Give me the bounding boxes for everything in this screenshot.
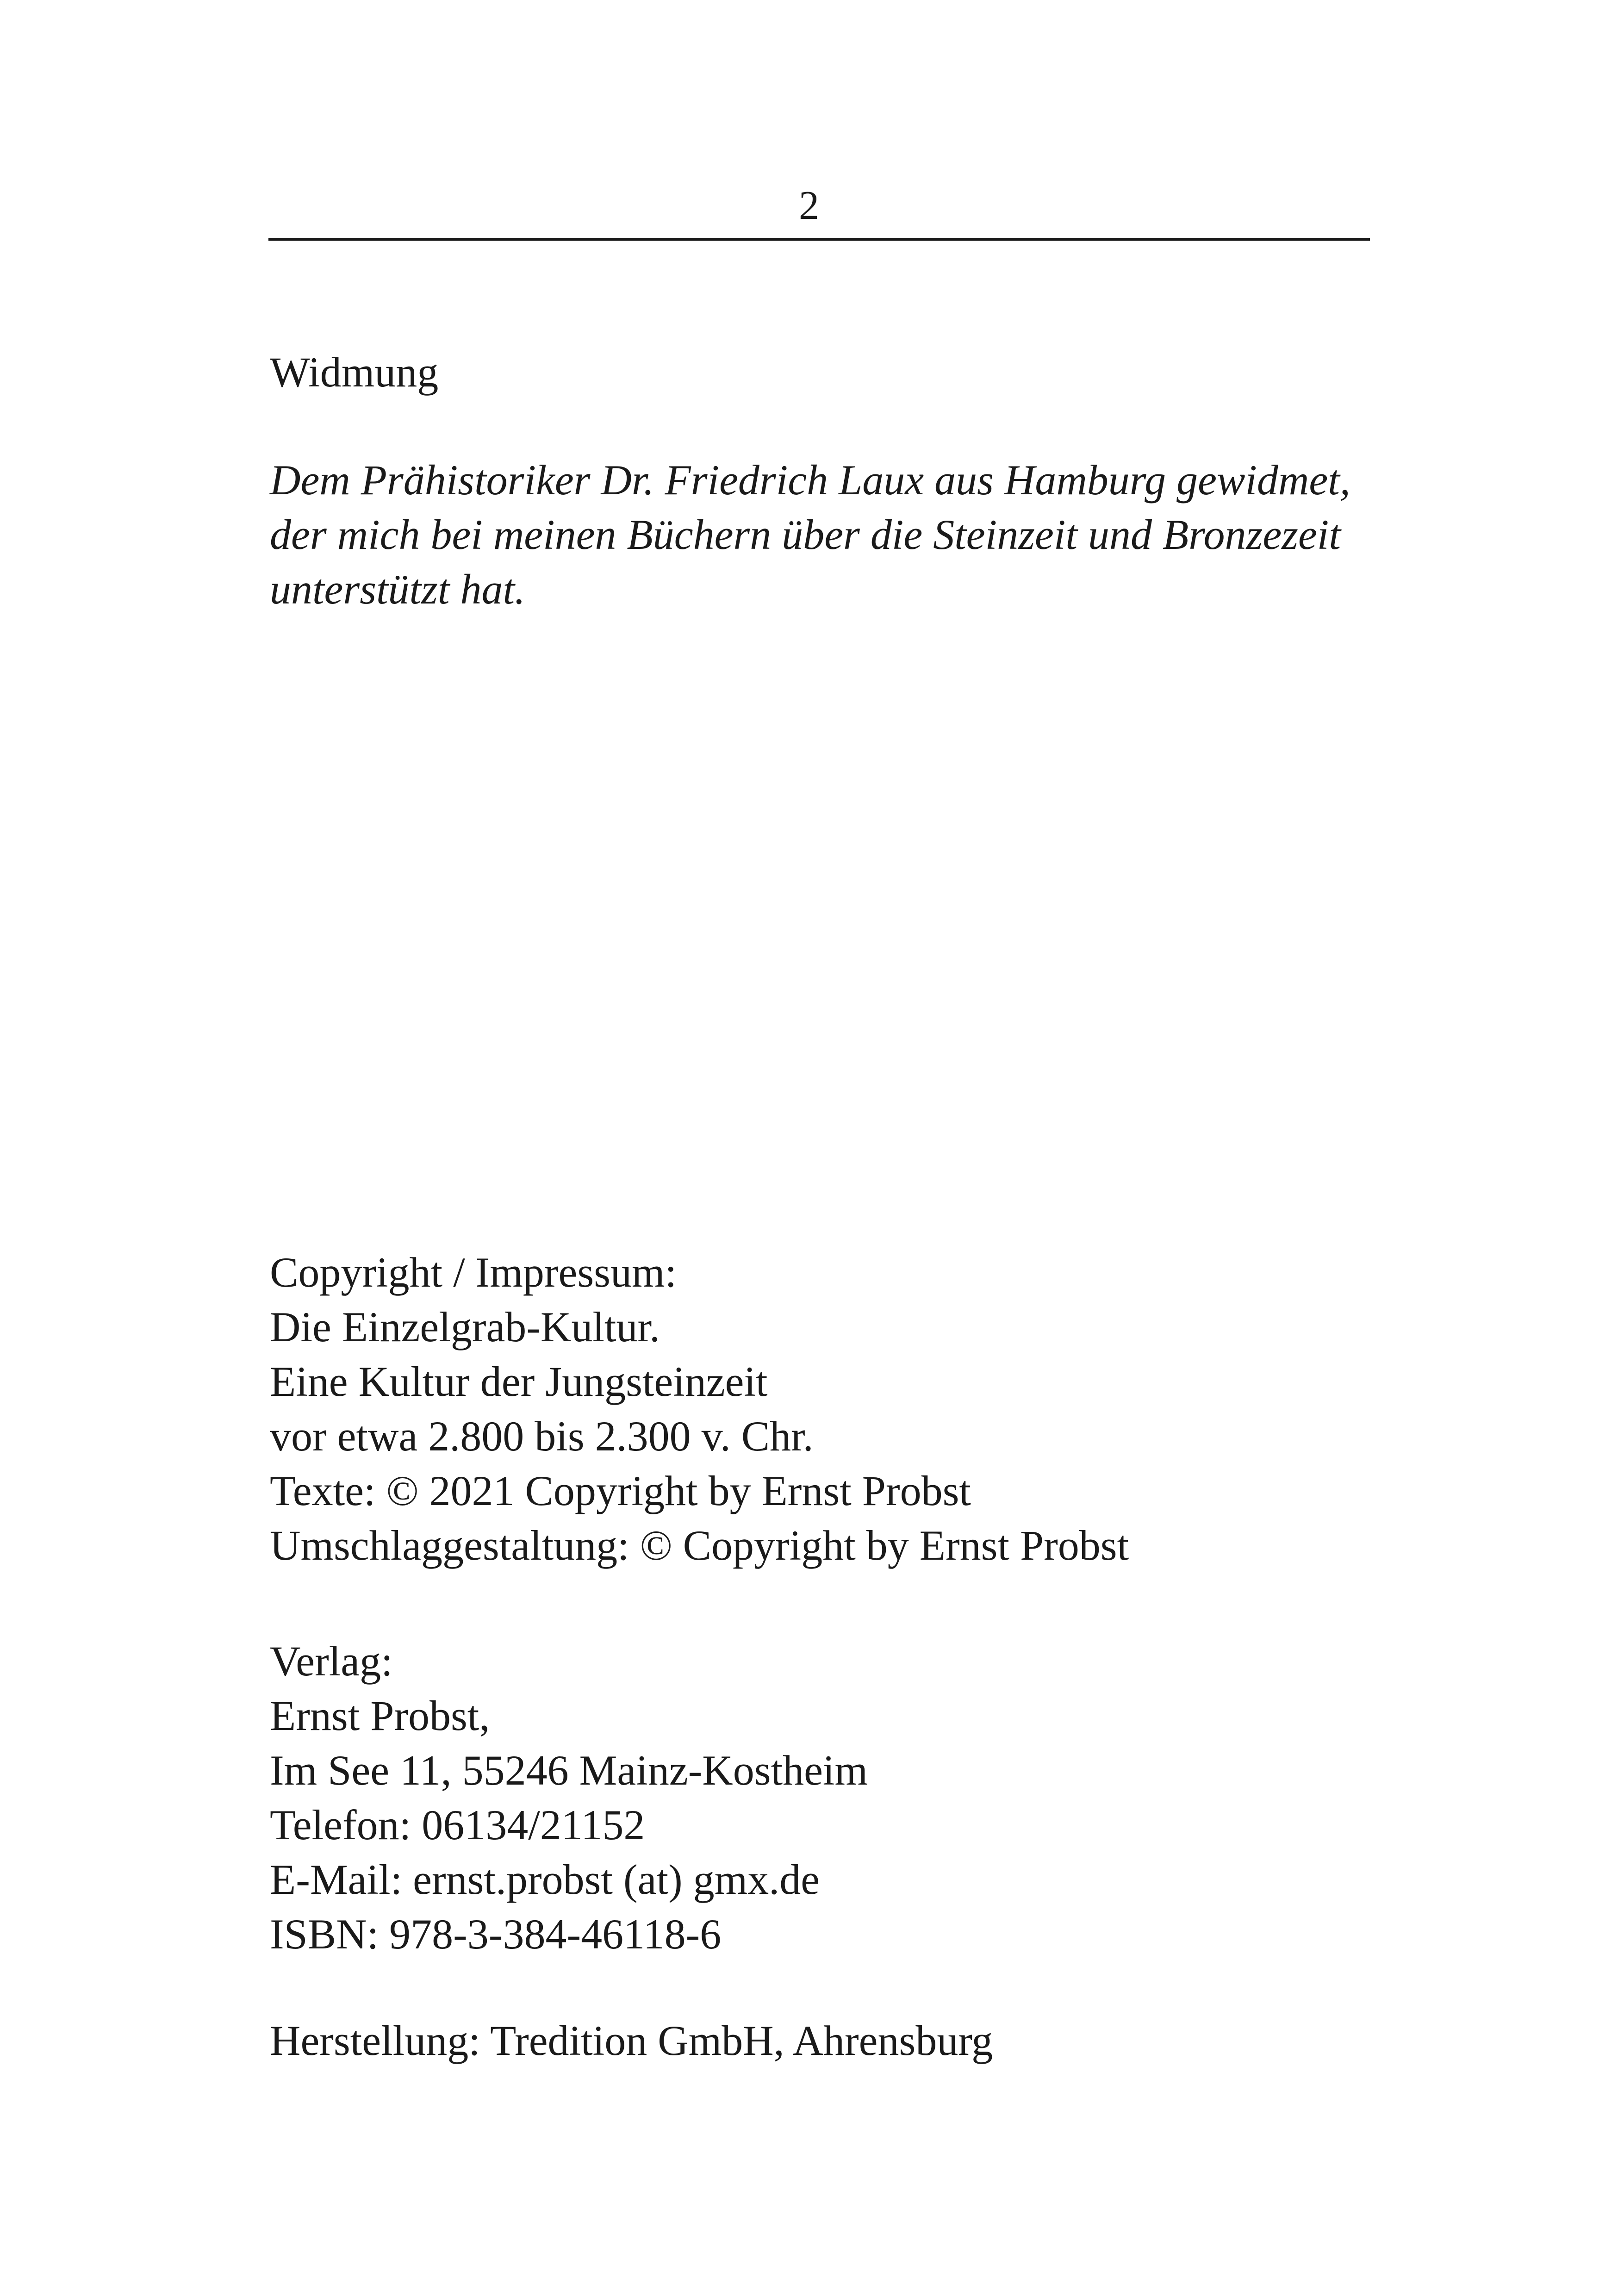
- copyright-line: vor etwa 2.800 bis 2.300 v. Chr.: [270, 1412, 814, 1460]
- header-rule: [268, 238, 1370, 241]
- publisher-line: E-Mail: ernst.probst (at) gmx.de: [270, 1856, 820, 1903]
- copyright-line: Die Einzelgrab-Kultur.: [270, 1303, 660, 1350]
- dedication-line: unterstützt hat.: [270, 566, 526, 613]
- copyright-line: Umschlaggestaltung: © Copyright by Ernst Probst: [270, 1522, 1129, 1569]
- dedication-line: der mich bei meinen Büchern über die Steinzeit und Bronzezeit: [270, 511, 1341, 558]
- production-line: Herstellung: Tredition GmbH, Ahrensburg: [270, 2017, 993, 2064]
- publisher-line: Telefon: 06134/21152: [270, 1801, 645, 1848]
- publisher-line: ISBN: 978-3-384-46118-6: [270, 1910, 722, 1958]
- copyright-block: [270, 1245, 1129, 1573]
- publisher-line: Verlag:: [270, 1637, 393, 1685]
- publisher-line: Ernst Probst,: [270, 1692, 490, 1739]
- dedication-line: Dem Prähistoriker Dr. Friedrich Laux aus Hamburg gewidmet,: [270, 456, 1350, 504]
- copyright-line: Texte: © 2021 Copyright by Ernst Probst: [270, 1467, 971, 1514]
- dedication-heading: Widmung: [270, 348, 439, 396]
- dedication-text: [270, 453, 1350, 616]
- copyright-line: Eine Kultur der Jungsteinzeit: [270, 1358, 768, 1405]
- page-number: 2: [799, 183, 819, 228]
- publisher-block: [270, 1634, 868, 1961]
- publisher-line: Im See 11, 55246 Mainz-Kostheim: [270, 1747, 868, 1794]
- copyright-line: Copyright / Impressum:: [270, 1249, 677, 1296]
